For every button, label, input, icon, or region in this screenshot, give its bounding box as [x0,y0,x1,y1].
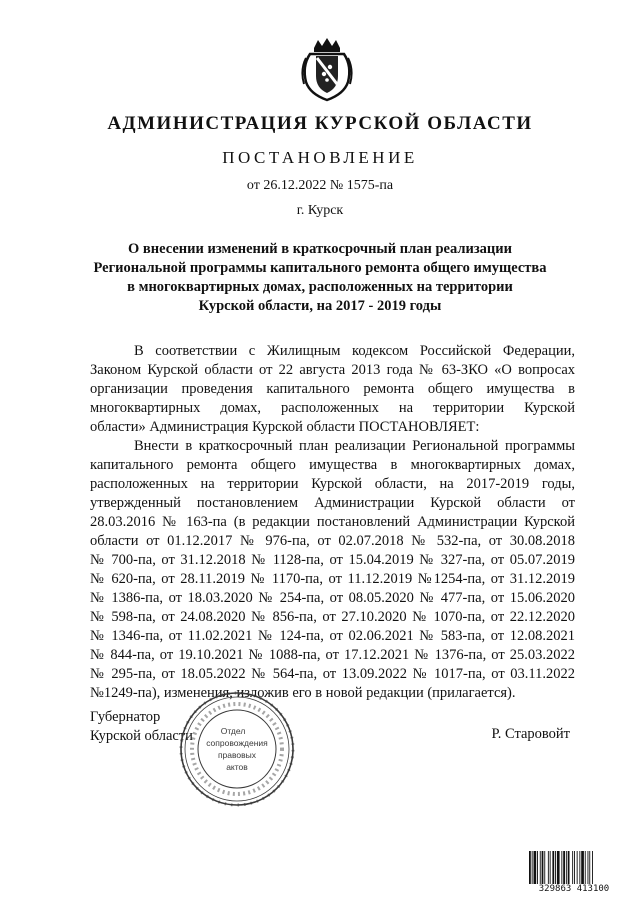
body-line: № 598-па, от 24.08.2020 № 856-па, от 27.10.2020 № 1070-па, от 22.12.2020 [90,609,575,625]
signatory-position-line: Курской области [90,728,193,744]
coat-of-arms-icon [300,36,354,102]
document-type: ПОСТАНОВЛЕНИЕ [222,148,418,167]
body-line: капитального ремонта общего имущества в многоквартирных домах, [90,457,575,473]
stamp-inner-line: Отдел [220,726,246,736]
barcode-number: 329863 413100 [528,884,620,895]
body-line: области» Администрация Курской области ПОСТАНОВЛЯЕТ: [90,419,480,435]
body-line: № 1386-па, от 18.03.2020 № 254-па, от 08.05.2020 № 477-па, от 15.06.2020 [90,590,575,606]
body-line: № 620-па, от 28.11.2019 № 1170-па, от 11.12.2019 №1254-па, от 31.12.2019 [90,571,575,587]
body-line: № 700-па, от 31.12.2018 № 1128-па, от 15.04.2019 № 327-па, от 05.07.2019 [90,552,575,568]
document-body [90,342,575,703]
body-line: Внести в краткосрочный план реализации Региональной программы [134,438,575,454]
stamp-inner-line: актов [226,762,248,772]
body-line: области от 01.12.2017 № 976-па, от 02.07.2018 № 532-па, от 30.08.2018 [90,533,575,549]
title-line: О внесении изменений в краткосрочный план реализации [128,241,512,257]
body-line: № 295-па, от 18.05.2022 № 564-па, от 13.09.2022 № 1017-па, от 03.11.2022 [90,666,575,682]
signatory-position-line: Губернатор [90,709,161,725]
document-city: г. Курск [296,203,344,218]
body-line: многоквартирных домах, расположенных на территории Курской [90,400,575,416]
official-stamp-icon [178,690,296,808]
body-line: №1249-па), изменения, изложив его в новой редакции (прилагается). [90,685,516,701]
body-line: расположенных на территории Курской области, на 2017-2019 годы, [90,476,575,492]
body-line: утвержденный постановлением Администрации Курской области от [90,495,575,511]
signatory-name: Р. Старовойт [491,726,570,742]
document-date-number: от 26.12.2022 № 1575-па [246,178,394,193]
title-line: Региональной программы капитального ремонта общего имущества [93,260,547,276]
body-line: В соответствии с Жилищным кодексом Российской Федерации, [134,343,575,359]
title-line: в многоквартирных домах, расположенных на территории [127,279,513,295]
authority-name: АДМИНИСТРАЦИЯ КУРСКОЙ ОБЛАСТИ [107,113,533,134]
stamp-inner-line: сопровождения [206,738,268,748]
body-line: Законом Курской области от 22 августа 2013 года № 63-ЗКО «О вопросах [90,362,575,378]
body-line: 28.03.2016 № 163-па (в редакции постановлений Администрации Курской [90,514,575,530]
document-title [80,240,560,316]
body-line: № 844-па, от 19.10.2021 № 1088-па, от 17.12.2021 № 1376-па, от 25.03.2022 [90,647,575,663]
body-line: организации проведения капитального ремонта общего имущества в [90,381,575,397]
stamp-inner-line: правовых [217,750,257,760]
title-line: Курской области, на 2017 - 2019 годы [198,298,442,314]
body-line: № 1346-па, от 11.02.2021 № 124-па, от 02.06.2021 № 583-па, от 12.08.2021 [90,628,575,644]
